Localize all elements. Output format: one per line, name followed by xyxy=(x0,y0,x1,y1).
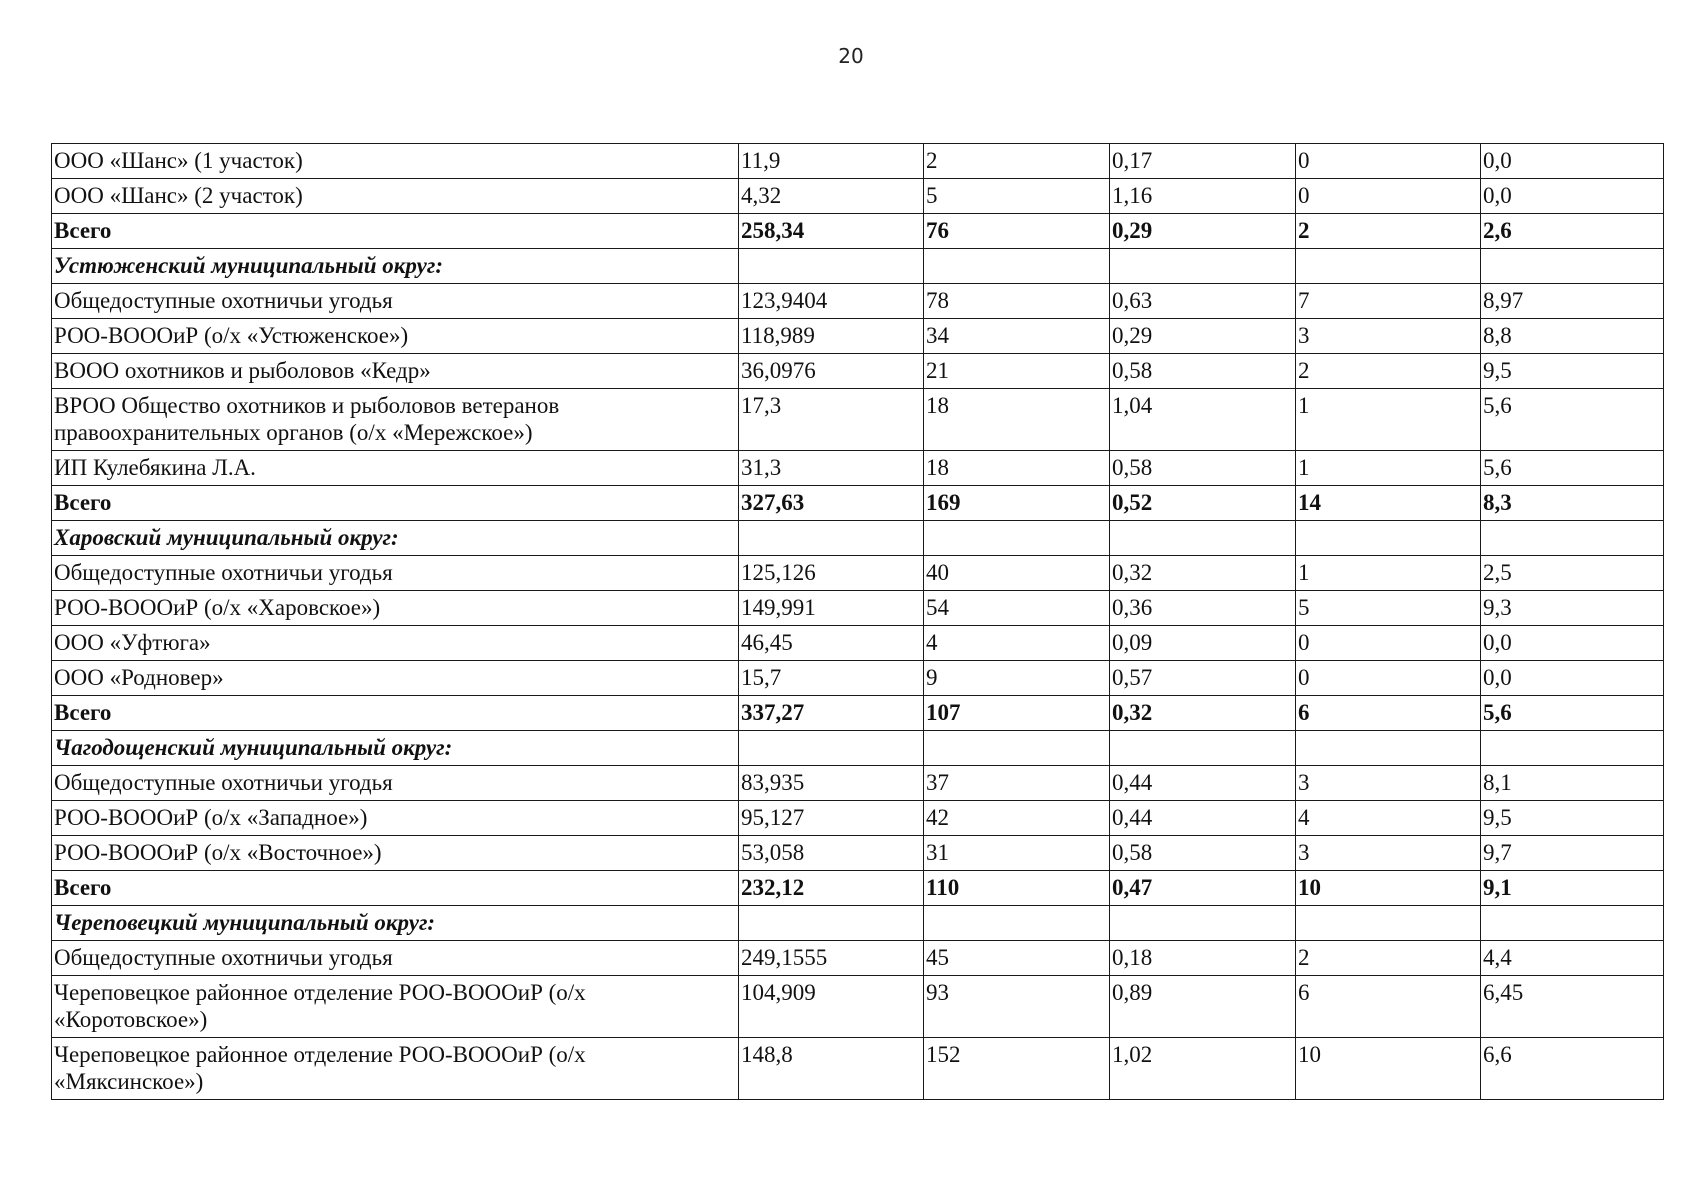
area-cell xyxy=(739,521,924,556)
table-row xyxy=(52,451,1664,486)
area-cell: 36,0976 xyxy=(739,354,924,389)
harvest-cell: 0 xyxy=(1296,626,1481,661)
count-cell: 54 xyxy=(924,591,1110,626)
total-row xyxy=(52,486,1664,521)
section-header-row xyxy=(52,521,1664,556)
harvest-cell: 2 xyxy=(1296,941,1481,976)
density-cell: 0,58 xyxy=(1110,451,1296,486)
area-cell xyxy=(739,906,924,941)
density-cell: 0,17 xyxy=(1110,144,1296,179)
table-row xyxy=(52,941,1664,976)
organization-cell: Чагодощенский муниципальный округ: xyxy=(52,731,739,766)
area-cell xyxy=(739,731,924,766)
harvest-cell: 7 xyxy=(1296,284,1481,319)
count-cell: 5 xyxy=(924,179,1110,214)
area-cell: 53,058 xyxy=(739,836,924,871)
organization-cell: Общедоступные охотничьи угодья xyxy=(52,766,739,801)
harvest-cell: 6 xyxy=(1296,976,1481,1038)
section-header-row xyxy=(52,906,1664,941)
table-row xyxy=(52,836,1664,871)
harvest-cell: 0 xyxy=(1296,661,1481,696)
density-cell: 0,89 xyxy=(1110,976,1296,1038)
area-cell: 249,1555 xyxy=(739,941,924,976)
density-cell xyxy=(1110,521,1296,556)
total-row xyxy=(52,214,1664,249)
table-row xyxy=(52,766,1664,801)
percent-cell xyxy=(1481,731,1664,766)
organization-cell: Всего xyxy=(52,486,739,521)
percent-cell: 9,1 xyxy=(1481,871,1664,906)
percent-cell: 9,7 xyxy=(1481,836,1664,871)
count-cell xyxy=(924,249,1110,284)
count-cell: 45 xyxy=(924,941,1110,976)
organization-cell: ООО «Шанс» (2 участок) xyxy=(52,179,739,214)
organization-cell: Череповецкий муниципальный округ: xyxy=(52,906,739,941)
section-header-row xyxy=(52,731,1664,766)
density-cell xyxy=(1110,249,1296,284)
area-cell: 149,991 xyxy=(739,591,924,626)
density-cell: 0,32 xyxy=(1110,556,1296,591)
percent-cell: 0,0 xyxy=(1481,661,1664,696)
area-cell: 11,9 xyxy=(739,144,924,179)
area-cell: 258,34 xyxy=(739,214,924,249)
organization-cell: ВООО охотников и рыболовов «Кедр» xyxy=(52,354,739,389)
percent-cell: 6,45 xyxy=(1481,976,1664,1038)
harvest-cell: 4 xyxy=(1296,801,1481,836)
density-cell: 1,04 xyxy=(1110,389,1296,451)
percent-cell: 0,0 xyxy=(1481,179,1664,214)
count-cell: 2 xyxy=(924,144,1110,179)
area-cell: 46,45 xyxy=(739,626,924,661)
table-row xyxy=(52,389,1664,451)
harvest-cell: 0 xyxy=(1296,179,1481,214)
density-cell: 0,44 xyxy=(1110,766,1296,801)
section-header-row xyxy=(52,249,1664,284)
percent-cell: 0,0 xyxy=(1481,626,1664,661)
percent-cell: 8,8 xyxy=(1481,319,1664,354)
organization-cell: ООО «Шанс» (1 участок) xyxy=(52,144,739,179)
count-cell: 169 xyxy=(924,486,1110,521)
harvest-cell xyxy=(1296,906,1481,941)
table-row xyxy=(52,284,1664,319)
table-row xyxy=(52,976,1664,1038)
density-cell: 0,47 xyxy=(1110,871,1296,906)
harvest-cell: 5 xyxy=(1296,591,1481,626)
table-row xyxy=(52,1038,1664,1100)
percent-cell: 9,5 xyxy=(1481,801,1664,836)
table-row xyxy=(52,354,1664,389)
area-cell: 118,989 xyxy=(739,319,924,354)
area-cell: 95,127 xyxy=(739,801,924,836)
organization-cell: Всего xyxy=(52,871,739,906)
density-cell: 0,57 xyxy=(1110,661,1296,696)
table-row xyxy=(52,319,1664,354)
organization-cell: РОО-ВОООиР (о/х «Устюженское») xyxy=(52,319,739,354)
percent-cell xyxy=(1481,906,1664,941)
harvest-cell: 3 xyxy=(1296,836,1481,871)
density-cell: 0,29 xyxy=(1110,319,1296,354)
area-cell: 83,935 xyxy=(739,766,924,801)
total-row xyxy=(52,696,1664,731)
density-cell: 0,63 xyxy=(1110,284,1296,319)
table-row xyxy=(52,591,1664,626)
count-cell: 42 xyxy=(924,801,1110,836)
table-row xyxy=(52,144,1664,179)
harvest-cell: 14 xyxy=(1296,486,1481,521)
count-cell: 4 xyxy=(924,626,1110,661)
harvest-cell: 6 xyxy=(1296,696,1481,731)
organization-cell: Харовский муниципальный округ: xyxy=(52,521,739,556)
table-row xyxy=(52,801,1664,836)
harvest-cell xyxy=(1296,249,1481,284)
harvest-cell: 1 xyxy=(1296,556,1481,591)
count-cell: 93 xyxy=(924,976,1110,1038)
percent-cell: 8,3 xyxy=(1481,486,1664,521)
area-cell: 148,8 xyxy=(739,1038,924,1100)
area-cell: 15,7 xyxy=(739,661,924,696)
area-cell: 31,3 xyxy=(739,451,924,486)
percent-cell: 2,6 xyxy=(1481,214,1664,249)
organization-cell: Общедоступные охотничьи угодья xyxy=(52,556,739,591)
density-cell: 0,58 xyxy=(1110,836,1296,871)
density-cell: 1,16 xyxy=(1110,179,1296,214)
density-cell: 0,09 xyxy=(1110,626,1296,661)
percent-cell xyxy=(1481,249,1664,284)
area-cell: 104,909 xyxy=(739,976,924,1038)
count-cell: 9 xyxy=(924,661,1110,696)
organization-cell: РОО-ВОООиР (о/х «Западное») xyxy=(52,801,739,836)
count-cell: 21 xyxy=(924,354,1110,389)
organization-cell: Череповецкое районное отделение РОО-ВОООиР (о/х «Коротовское») xyxy=(52,976,739,1038)
percent-cell: 4,4 xyxy=(1481,941,1664,976)
area-cell: 17,3 xyxy=(739,389,924,451)
area-cell: 327,63 xyxy=(739,486,924,521)
harvest-cell: 2 xyxy=(1296,214,1481,249)
count-cell: 78 xyxy=(924,284,1110,319)
count-cell: 18 xyxy=(924,389,1110,451)
density-cell: 1,02 xyxy=(1110,1038,1296,1100)
organization-cell: Устюженский муниципальный округ: xyxy=(52,249,739,284)
organization-cell: ВРОО Общество охотников и рыболовов ветеранов правоохранительных органов (о/х «Мережское») xyxy=(52,389,739,451)
organization-cell: Череповецкое районное отделение РОО-ВОООиР (о/х «Мяксинское») xyxy=(52,1038,739,1100)
count-cell xyxy=(924,521,1110,556)
percent-cell xyxy=(1481,521,1664,556)
organization-cell: ИП Кулебякина Л.А. xyxy=(52,451,739,486)
count-cell: 107 xyxy=(924,696,1110,731)
table-row xyxy=(52,179,1664,214)
percent-cell: 9,3 xyxy=(1481,591,1664,626)
harvest-cell: 3 xyxy=(1296,319,1481,354)
percent-cell: 5,6 xyxy=(1481,696,1664,731)
organization-cell: Общедоступные охотничьи угодья xyxy=(52,284,739,319)
count-cell: 40 xyxy=(924,556,1110,591)
density-cell: 0,58 xyxy=(1110,354,1296,389)
count-cell: 34 xyxy=(924,319,1110,354)
count-cell: 31 xyxy=(924,836,1110,871)
density-cell xyxy=(1110,906,1296,941)
area-cell: 337,27 xyxy=(739,696,924,731)
percent-cell: 0,0 xyxy=(1481,144,1664,179)
organization-cell: ООО «Родновер» xyxy=(52,661,739,696)
page-number: 20 xyxy=(838,44,864,68)
table-row xyxy=(52,556,1664,591)
density-cell: 0,44 xyxy=(1110,801,1296,836)
density-cell: 0,18 xyxy=(1110,941,1296,976)
density-cell xyxy=(1110,731,1296,766)
density-cell: 0,29 xyxy=(1110,214,1296,249)
harvest-cell: 10 xyxy=(1296,871,1481,906)
organization-cell: Общедоступные охотничьи угодья xyxy=(52,941,739,976)
organization-cell: Всего xyxy=(52,214,739,249)
count-cell: 76 xyxy=(924,214,1110,249)
harvest-cell xyxy=(1296,731,1481,766)
percent-cell: 8,97 xyxy=(1481,284,1664,319)
count-cell: 37 xyxy=(924,766,1110,801)
total-row xyxy=(52,871,1664,906)
harvest-cell: 2 xyxy=(1296,354,1481,389)
percent-cell: 6,6 xyxy=(1481,1038,1664,1100)
percent-cell: 5,6 xyxy=(1481,451,1664,486)
percent-cell: 8,1 xyxy=(1481,766,1664,801)
organization-cell: ООО «Уфтюга» xyxy=(52,626,739,661)
count-cell: 152 xyxy=(924,1038,1110,1100)
density-cell: 0,32 xyxy=(1110,696,1296,731)
organization-cell: РОО-ВОООиР (о/х «Харовское») xyxy=(52,591,739,626)
harvest-cell xyxy=(1296,521,1481,556)
count-cell xyxy=(924,906,1110,941)
area-cell: 4,32 xyxy=(739,179,924,214)
percent-cell: 2,5 xyxy=(1481,556,1664,591)
harvest-cell: 0 xyxy=(1296,144,1481,179)
table-body xyxy=(52,144,1664,1100)
area-cell: 125,126 xyxy=(739,556,924,591)
count-cell: 110 xyxy=(924,871,1110,906)
harvest-cell: 10 xyxy=(1296,1038,1481,1100)
table-row xyxy=(52,661,1664,696)
percent-cell: 5,6 xyxy=(1481,389,1664,451)
area-cell: 232,12 xyxy=(739,871,924,906)
organization-cell: РОО-ВОООиР (о/х «Восточное») xyxy=(52,836,739,871)
organization-cell: Всего xyxy=(52,696,739,731)
count-cell xyxy=(924,731,1110,766)
harvest-cell: 1 xyxy=(1296,389,1481,451)
count-cell: 18 xyxy=(924,451,1110,486)
hunting-grounds-table xyxy=(51,143,1664,1100)
harvest-cell: 1 xyxy=(1296,451,1481,486)
area-cell xyxy=(739,249,924,284)
density-cell: 0,36 xyxy=(1110,591,1296,626)
harvest-cell: 3 xyxy=(1296,766,1481,801)
area-cell: 123,9404 xyxy=(739,284,924,319)
density-cell: 0,52 xyxy=(1110,486,1296,521)
table-row xyxy=(52,626,1664,661)
percent-cell: 9,5 xyxy=(1481,354,1664,389)
